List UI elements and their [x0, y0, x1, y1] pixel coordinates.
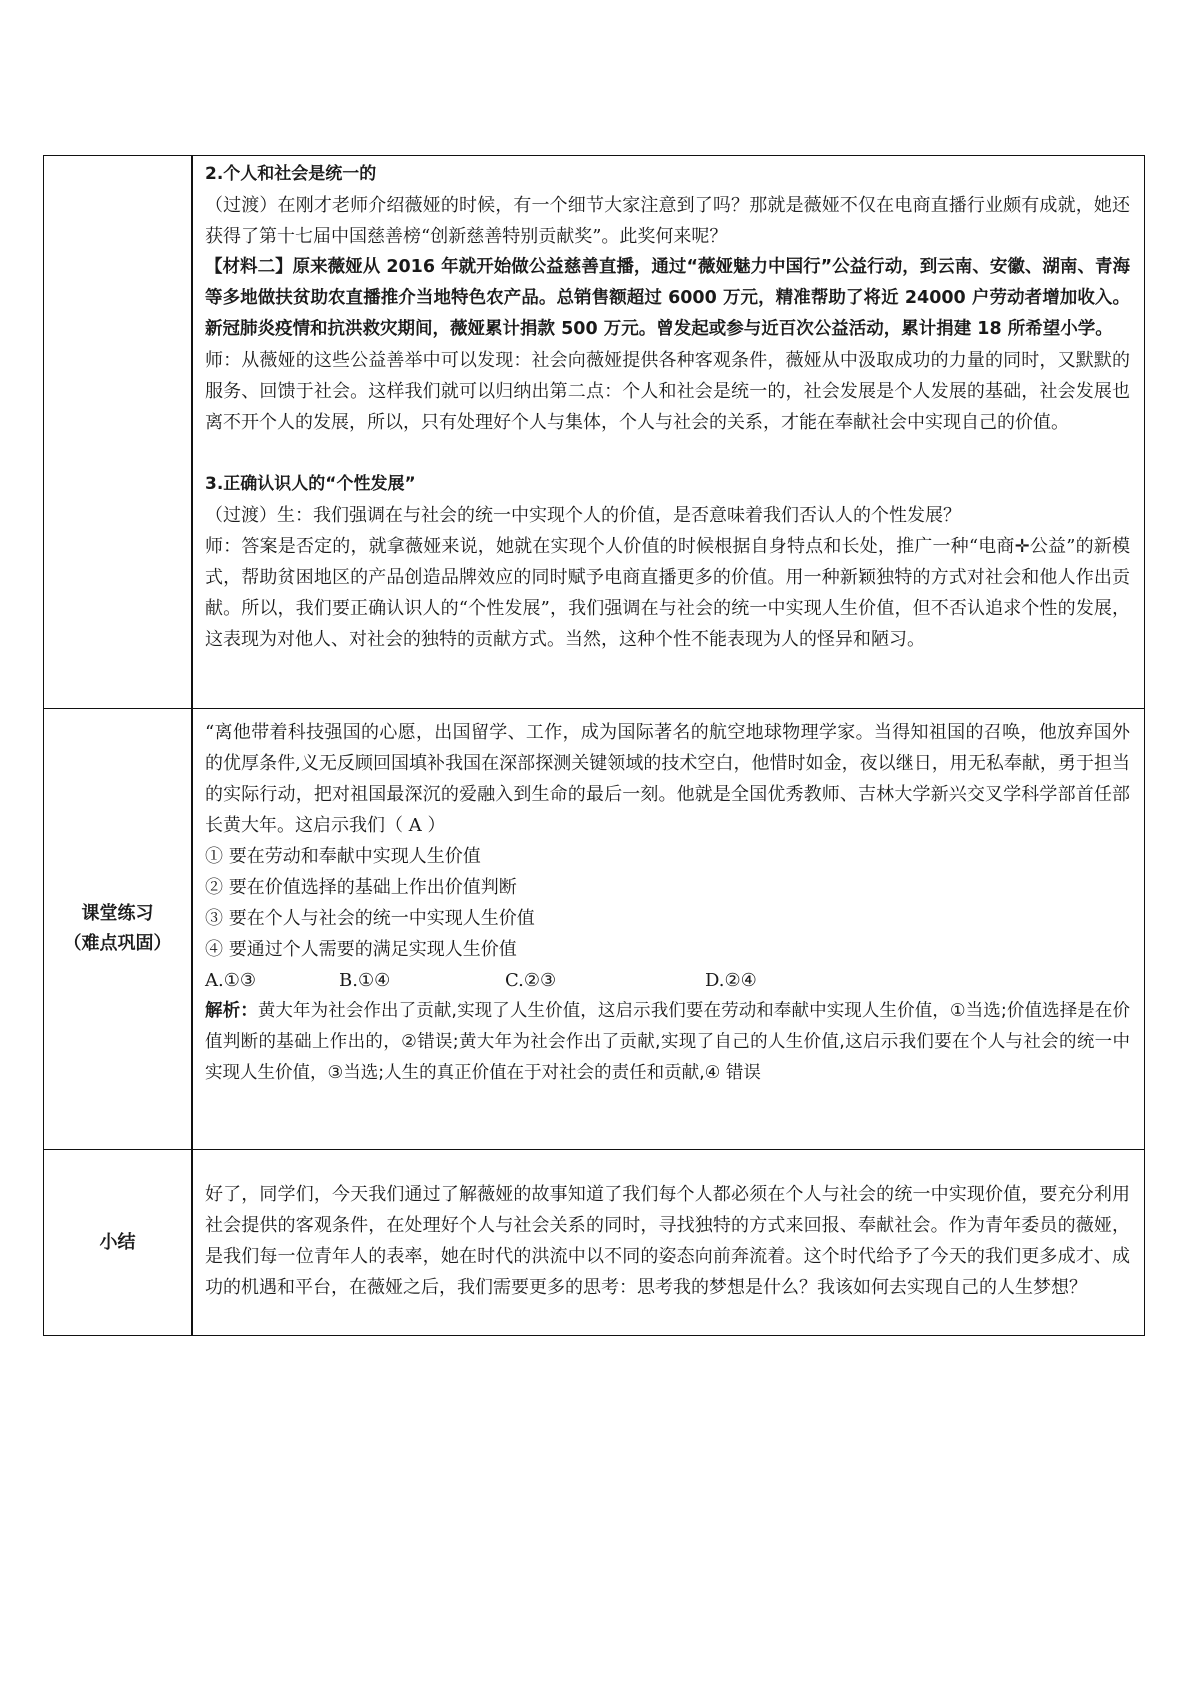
statement-item: ③ 要在个人与社会的统一中实现人生价值 [205, 908, 535, 929]
row-label-cell [44, 156, 193, 709]
section2-heading: 2.个人和社会是统一的 [205, 164, 377, 184]
option-d: D.②④ [705, 970, 757, 991]
analysis-label: 解析： [205, 1001, 258, 1021]
statement-item: ④ 要通过个人需要的满足实现人生价值 [205, 939, 517, 960]
statement-item: ② 要在价值选择的基础上作出价值判断 [205, 877, 517, 898]
material2-paragraph [205, 252, 1130, 345]
content-cell [192, 1150, 1145, 1336]
row-label-line2: （难点巩固） [63, 933, 172, 954]
material2-label: 【材料二】 [205, 257, 293, 277]
material2-text: 原来薇娅从 2016 年就开始做公益慈善直播，通过“薇娅魅力中国行”公益行动，到云南、安徽、湖南、青海等多地做扶贫助农直播推介当地特色农产品。总销售额超过 6000 万元，精准帮助了将近 24000 户劳动者增加收入。新冠肺炎疫情和抗洪救灾期间，薇娅累计捐款 500 万元。曾发起或参与近百次公益活动，累计捐建 18 所希望小学。 [205, 257, 1130, 339]
question-stem: “离他带着科技强国的心愿，出国留学、工作，成为国际著名的航空地球物理学家。当得知祖国的召唤，他放弃国外的优厚条件,义无反顾回国填补我国在深部探测关键领域的技术空白，他惜时如金，夜以继日，用无私奉献，勇于担当的实际行动，把对祖国最深沉的爱融入到生命的最后一刻。他就是全国优秀教师、吉林大学新兴交叉学科学部首任部长黄大年。这启示我们（ A ） [205, 722, 1130, 836]
blank-line [205, 438, 1130, 469]
table-row [44, 156, 1145, 709]
section3-transition: （过渡）生：我们强调在与社会的统一中实现个人的价值，是否意味着我们否认人的个性发展？ [205, 505, 961, 526]
row-label: 小结 [99, 1231, 136, 1253]
lesson-plan-table [43, 155, 1145, 1336]
row-label-cell [44, 709, 193, 1150]
answer-options [205, 965, 1130, 996]
table-row [44, 1150, 1145, 1336]
content-cell [192, 156, 1145, 709]
section-content [193, 156, 1144, 661]
section3-teacher: 师：答案是否定的，就拿薇娅来说，她就在实现个人价值的时候根据自身特点和长处，推广一种“电商✛公益”的新模式，帮助贫困地区的产品创造品牌效应的同时赋予电商直播更多的价值。用一种新颖独特的方式对社会和他人作出贡献。所以，我们要正确认识人的“个性发展”，我们强调在与社会的统一中实现人生价值，但不否认追求个性的发展，这表现为对他人、对社会的独特的贡献方式。当然，这种个性不能表现为人的怪异和陋习。 [205, 536, 1130, 650]
row-label-line1: 课堂练习 [81, 903, 154, 924]
summary-content [193, 1176, 1144, 1309]
option-c: C.②③ [505, 970, 557, 991]
row-label-cell [44, 1150, 193, 1336]
option-a: A.①③ [205, 970, 256, 991]
analysis-paragraph [205, 996, 1130, 1089]
analysis-text: 黄大年为社会作出了贡献,实现了人生价值，这启示我们要在劳动和奉献中实现人生价值，①当选;价值选择是在价值判断的基础上作出的，②错误;黄大年为社会作出了贡献,实现了自己的人生价值,这启示我们要在个人与社会的统一中实现人生价值，③当选;人生的真正价值在于对社会的责任和贡献,④ 错误 [205, 1001, 1130, 1083]
section3-heading: 3.正确认识人的“个性发展” [205, 474, 416, 494]
table-row [44, 709, 1145, 1150]
summary-text: 好了，同学们，今天我们通过了解薇娅的故事知道了我们每个人都必须在个人与社会的统一中实现价值，要充分利用社会提供的客观条件，在处理好个人与社会关系的同时，寻找独特的方式来回报、奉献社会。作为青年委员的薇娅，是我们每一位青年人的表率，她在时代的洪流中以不同的姿态向前奔流着。这个时代给予了今天的我们更多成才、成功的机遇和平台，在薇娅之后，我们需要更多的思考：思考我的梦想是什么？我该如何去实现自己的人生梦想？ [205, 1184, 1130, 1298]
exercise-content [193, 709, 1144, 1095]
statement-item: ① 要在劳动和奉献中实现人生价值 [205, 846, 481, 867]
section2-transition: （过渡）在刚才老师介绍薇娅的时候，有一个细节大家注意到了吗？那就是薇娅不仅在电商直播行业颇有成就，她还获得了第十七届中国慈善榜“创新慈善特别贡献奖”。此奖何来呢？ [205, 195, 1130, 247]
section2-teacher: 师：从薇娅的这些公益善举中可以发现：社会向薇娅提供各种客观条件，薇娅从中汲取成功的力量的同时，又默默的服务、回馈于社会。这样我们就可以归纳出第二点：个人和社会是统一的，社会发展是个人发展的基础，社会发展也离不开个人的发展，所以，只有处理好个人与集体，个人与社会的关系，才能在奉献社会中实现自己的价值。 [205, 350, 1130, 433]
content-cell [192, 709, 1145, 1150]
option-b: B.①④ [339, 970, 391, 991]
